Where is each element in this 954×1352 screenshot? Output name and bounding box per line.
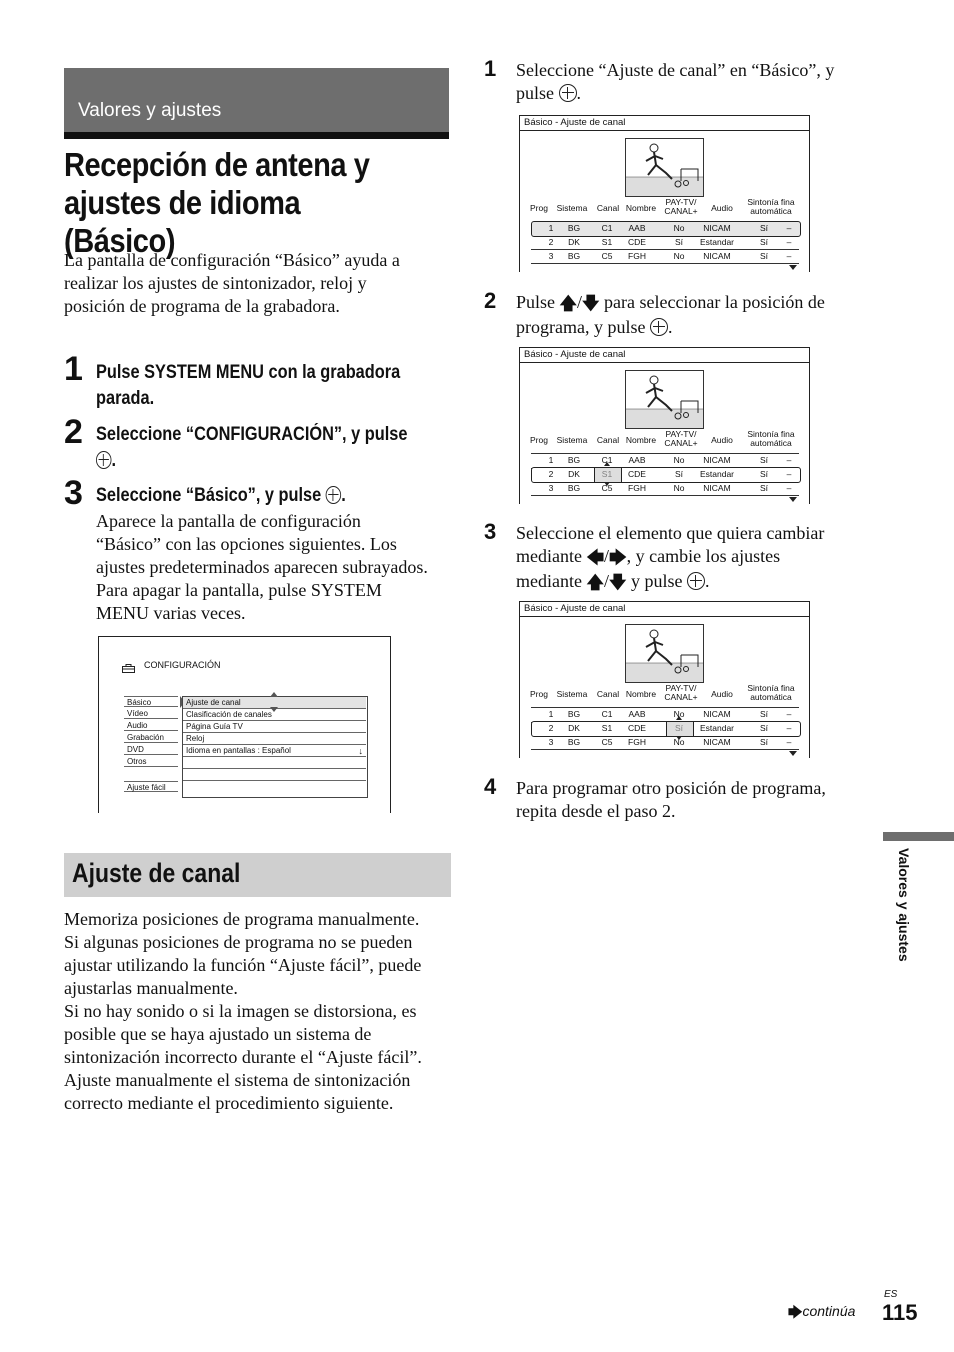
table-cell: Estandar	[699, 237, 735, 247]
section-body-line: posible que se haya ajustado un sistema de	[64, 1024, 372, 1044]
table-cell: S1	[601, 723, 613, 733]
table-cell: NICAM	[703, 455, 731, 465]
step-3-desc-line: “Básico” con las opciones siguientes. Los	[96, 534, 397, 554]
page-title-line-1: Recepción de antena y	[64, 146, 370, 183]
right-step-2-line: programa, y pulse .	[516, 317, 673, 337]
table-cell: DK	[568, 723, 580, 733]
down-arrow-icon: 🡇	[608, 573, 627, 593]
table-cell: Sí	[759, 709, 769, 719]
table-cell: –	[786, 483, 792, 493]
header-nombre: Nombre	[625, 435, 657, 445]
table-cell: Sí	[759, 223, 769, 233]
right-step-2-rest: para seleccionar la posición de	[604, 292, 825, 312]
table-cell: BG	[567, 251, 581, 261]
table-cell: C5	[601, 483, 613, 493]
header-paytv: PAY-TV/	[665, 683, 697, 693]
table-cell: –	[786, 737, 792, 747]
table-cell: Sí	[674, 237, 684, 247]
table-cell: 2	[548, 723, 554, 733]
right-step-4-line: repita desde el paso 2.	[516, 801, 676, 821]
continue-text: continúa	[802, 1303, 856, 1319]
right-step-2-pulse: Pulse	[516, 292, 556, 312]
column-header	[525, 204, 553, 213]
screen-title: Básico - Ajuste de canal	[524, 349, 626, 360]
table-cell: Estandar	[699, 723, 735, 733]
header-sintonia: Sintonía fina	[747, 197, 795, 207]
page-title	[64, 146, 416, 260]
cell-selection-box	[666, 721, 694, 737]
down-arrow-icon: 🡇	[582, 294, 600, 314]
left-arrow-icon: 🡄	[586, 548, 605, 568]
right-step-2-line: Pulse 🡅/🡇 para seleccionar la posición de	[516, 292, 825, 314]
table-cell: CDE	[628, 723, 646, 733]
table-cell: –	[786, 455, 792, 465]
section-body-line: Si algunas posiciones de programa no se pueden	[64, 932, 413, 952]
enter-button-icon	[96, 451, 111, 469]
menu-item-otros[interactable]: Otros	[124, 756, 178, 767]
header-prog: Prog	[530, 203, 548, 213]
menu-item-basico[interactable]: Básico	[124, 696, 178, 707]
table-cell: BG	[567, 455, 581, 465]
section-body-line: Memoriza posiciones de programa manualmente.	[64, 909, 420, 929]
up-arrow-icon: 🡅	[586, 573, 604, 593]
header-sistema: Sistema	[556, 203, 588, 213]
right-step-3-text	[516, 522, 916, 595]
table-cell: –	[786, 237, 792, 247]
table-cell: 1	[548, 709, 554, 719]
column-header	[705, 436, 739, 445]
table-cell: 1	[548, 223, 554, 233]
table-cell: C5	[601, 251, 613, 261]
option-reloj[interactable]: Reloj	[183, 733, 366, 745]
column-header	[525, 690, 553, 699]
table-cell: NICAM	[703, 737, 731, 747]
option-ajuste-de-canal[interactable]: Ajuste de canal	[183, 697, 366, 709]
header-canal: Canal	[596, 435, 620, 445]
column-header	[525, 436, 553, 445]
table-cell: BG	[567, 223, 581, 233]
table-cell: –	[786, 709, 792, 719]
header-sintonia: Sintonía fina	[747, 683, 795, 693]
right-arrow-icon: 🡆	[788, 1305, 803, 1321]
table-cell: C1	[601, 455, 613, 465]
table-cell: BG	[567, 709, 581, 719]
header-nombre: Nombre	[625, 203, 657, 213]
table-cell: Sí	[759, 469, 769, 479]
header-canalplus: CANAL+	[664, 206, 698, 216]
step-1-line: parada.	[96, 388, 155, 409]
table-cell: BG	[567, 483, 581, 493]
step-1-text	[96, 360, 457, 412]
header-prog: Prog	[530, 689, 548, 699]
menu-item-video[interactable]: Vídeo	[124, 708, 178, 719]
step-number: 3	[64, 474, 83, 512]
enter-button-icon	[326, 486, 341, 504]
header-automatica: automática	[750, 206, 792, 216]
header-nombre: Nombre	[625, 689, 657, 699]
table-cell: NICAM	[703, 223, 731, 233]
column-header	[741, 198, 801, 216]
up-arrow-icon: 🡅	[559, 294, 577, 314]
section-body-line: ajustar utilizando la función “Ajuste fácil”, puede	[64, 955, 422, 975]
table-cell: 3	[548, 251, 554, 261]
table-cell: Sí	[759, 723, 769, 733]
column-header	[552, 204, 592, 213]
scroll-down-icon	[789, 497, 797, 502]
right-step-4-line: Para programar otro posición de programa,	[516, 778, 826, 798]
right-step-2-text	[516, 291, 916, 339]
section-banner-rule	[64, 132, 449, 139]
header-sistema: Sistema	[556, 689, 588, 699]
table-cell: –	[786, 723, 792, 733]
table-cell: No	[673, 737, 685, 747]
header-canalplus: CANAL+	[664, 692, 698, 702]
side-tab-label: Valores y ajustes	[896, 848, 912, 962]
table-cell: NICAM	[703, 251, 731, 261]
section-body-line: Ajuste manualmente el sistema de sintonización	[64, 1070, 411, 1090]
right-step-3-line: mediante 🡅/🡇 y pulse .	[516, 571, 710, 593]
header-canalplus: CANAL+	[664, 438, 698, 448]
page-number: 115	[882, 1300, 918, 1325]
table-cell: Sí	[674, 469, 684, 479]
table-cell: CDE	[628, 237, 646, 247]
cell-up-arrow-icon	[676, 716, 682, 720]
cell-selection-box	[594, 467, 622, 483]
table-cell: FGH	[628, 251, 646, 261]
column-header	[593, 204, 623, 213]
menu-item-audio[interactable]: Audio	[124, 720, 178, 731]
column-header	[593, 436, 623, 445]
column-header	[741, 684, 801, 702]
option-clasificacion-de-canales[interactable]: Clasificación de canales	[183, 709, 366, 721]
header-prog: Prog	[530, 435, 548, 445]
soccer-player-picture	[625, 138, 704, 197]
column-header	[661, 684, 701, 702]
step-3-desc-line: MENU varias veces.	[96, 603, 246, 623]
table-cell: –	[786, 223, 792, 233]
table-cell: FGH	[628, 483, 646, 493]
table-cell: –	[786, 469, 792, 479]
table-cell: NICAM	[703, 483, 731, 493]
option-idioma-en-pantallas[interactable]	[183, 745, 366, 757]
right-step-1-line: pulse .	[516, 83, 581, 103]
intro-line: realizar los ajustes de sintonizador, reloj y	[64, 273, 367, 293]
table-cell: 3	[548, 483, 554, 493]
right-step-3-pulse: y pulse	[630, 571, 683, 591]
column-header	[552, 690, 592, 699]
right-step-1-line: Seleccione “Ajuste de canal” en “Básico”, y	[516, 60, 835, 80]
option-empty	[183, 769, 366, 781]
step-3-desc-line: Para apagar la pantalla, pulse SYSTEM	[96, 580, 382, 600]
page-title-line-2: ajustes de idioma (Básico)	[64, 184, 301, 259]
step-2-line: .	[96, 448, 457, 474]
table-cell: CDE	[628, 469, 646, 479]
intro-paragraph	[64, 249, 454, 318]
right-step-1-text	[516, 59, 896, 105]
table-cell: Sí	[759, 237, 769, 247]
step-2-text	[96, 422, 457, 474]
side-tab	[883, 832, 954, 841]
table-cell: Estandar	[699, 469, 735, 479]
column-header	[593, 690, 623, 699]
scroll-down-icon	[789, 265, 797, 270]
step-number: 2	[484, 288, 497, 313]
toolbox-icon	[122, 660, 135, 669]
table-cell: No	[673, 709, 685, 719]
table-cell: No	[673, 483, 685, 493]
table-cell: AAB	[628, 455, 646, 465]
header-canal: Canal	[596, 203, 620, 213]
table-cell: No	[673, 223, 685, 233]
right-step-4-text	[516, 777, 916, 823]
scroll-down-icon	[270, 707, 278, 712]
header-audio: Audio	[711, 203, 733, 213]
table-cell: 2	[548, 469, 554, 479]
right-step-3-rest: , y cambie los ajustes	[626, 546, 781, 566]
option-pagina-guia-tv[interactable]: Página Guía TV	[183, 721, 366, 733]
scroll-down-icon: ↓	[358, 746, 363, 756]
step-2-line: Seleccione “CONFIGURACIÓN”, y pulse	[96, 424, 408, 445]
table-cell: FGH	[628, 737, 646, 747]
table-cell: S1	[601, 237, 613, 247]
column-header	[741, 430, 801, 448]
column-header	[705, 690, 739, 699]
menu-item-dvd[interactable]: DVD	[124, 744, 178, 755]
column-header	[552, 436, 592, 445]
right-step-3-mediante: mediante	[516, 546, 582, 566]
step-3-desc-line: Aparece la pantalla de configuración	[96, 511, 361, 531]
table-cell: 3	[548, 737, 554, 747]
section-body-line: ajustarlas manualmente.	[64, 978, 238, 998]
step-number: 1	[484, 56, 497, 81]
section-heading: Ajuste de canal	[72, 858, 241, 888]
option-idioma-label: Idioma en pantallas : Español	[186, 746, 291, 755]
header-paytv: PAY-TV/	[665, 429, 697, 439]
column-header	[621, 204, 661, 213]
config-screen	[98, 636, 391, 814]
section-body-line: correcto mediante el procedimiento siguiente.	[64, 1093, 394, 1113]
enter-button-icon	[559, 84, 577, 102]
table-cell: Sí	[759, 251, 769, 261]
right-step-2-line2: programa, y pulse	[516, 317, 646, 337]
table-cell: NICAM	[703, 709, 731, 719]
channel-screen-2	[519, 347, 810, 505]
step-1-line: Pulse SYSTEM MENU con la grabadora	[96, 362, 401, 383]
header-canal: Canal	[596, 689, 620, 699]
config-menu	[124, 696, 180, 796]
header-audio: Audio	[711, 689, 733, 699]
table-cell: AAB	[628, 223, 646, 233]
step-3-description	[96, 510, 456, 625]
scroll-down-icon	[789, 751, 797, 756]
screen-title: Básico - Ajuste de canal	[524, 603, 626, 614]
column-header	[661, 430, 701, 448]
intro-line: posición de programa de la grabadora.	[64, 296, 340, 316]
column-header	[705, 204, 739, 213]
enter-button-icon	[650, 318, 668, 336]
cell-down-arrow-icon	[676, 736, 682, 740]
right-step-1-pulse: pulse	[516, 83, 554, 103]
right-step-3-line: mediante 🡄/🡆, y cambie los ajustes	[516, 546, 781, 568]
scroll-up-icon	[270, 692, 278, 697]
config-header: CONFIGURACIÓN	[144, 660, 221, 670]
right-step-3-line: Seleccione el elemento que quiera cambiar	[516, 523, 825, 543]
table-cell: No	[673, 251, 685, 261]
step-number: 1	[64, 350, 83, 388]
header-audio: Audio	[711, 435, 733, 445]
step-3-line: Seleccione “Básico”, y pulse	[96, 485, 322, 506]
soccer-player-picture	[625, 624, 704, 683]
header-sintonia: Sintonía fina	[747, 429, 795, 439]
step-number: 3	[484, 519, 497, 544]
table-cell: –	[786, 251, 792, 261]
table-cell: BG	[567, 737, 581, 747]
step-3-desc-line: ajustes predeterminados aparecen subrayados.	[96, 557, 428, 577]
table-cell: 2	[548, 237, 554, 247]
header-paytv: PAY-TV/	[665, 197, 697, 207]
table-cell: C5	[601, 737, 613, 747]
table-cell: Sí	[759, 737, 769, 747]
header-automatica: automática	[750, 692, 792, 702]
table-cell: 1	[548, 455, 554, 465]
column-header	[621, 436, 661, 445]
column-header	[661, 198, 701, 216]
section-body-line: Si no hay sonido o si la imagen se distorsiona, es	[64, 1001, 417, 1021]
step-number: 4	[484, 774, 497, 799]
channel-screen-1	[519, 115, 810, 273]
screen-title: Básico - Ajuste de canal	[524, 117, 626, 128]
intro-line: La pantalla de configuración “Básico” ayuda a	[64, 250, 400, 270]
language-code: ES	[884, 1289, 898, 1300]
right-arrow-icon: 🡆	[609, 548, 627, 568]
table-cell: Sí	[759, 483, 769, 493]
continue-note	[788, 1302, 855, 1326]
column-header	[621, 690, 661, 699]
table-cell: DK	[568, 237, 580, 247]
right-step-3-mediante: mediante	[516, 571, 582, 591]
option-empty	[183, 757, 366, 769]
section-body	[64, 908, 464, 1115]
channel-screen-3	[519, 601, 810, 759]
soccer-player-picture	[625, 370, 704, 429]
table-cell: C1	[601, 709, 613, 719]
cell-up-arrow-icon	[604, 462, 610, 466]
enter-button-icon	[687, 572, 705, 590]
table-cell: No	[673, 455, 685, 465]
header-automatica: automática	[750, 438, 792, 448]
step-3-text: Seleccione “Básico”, y pulse .	[96, 485, 346, 506]
cell-down-arrow-icon	[604, 482, 610, 486]
menu-item-ajuste-facil[interactable]: Ajuste fácil	[124, 781, 178, 792]
table-cell: C1	[601, 223, 613, 233]
table-cell: DK	[568, 469, 580, 479]
step-number: 2	[64, 413, 83, 451]
header-sistema: Sistema	[556, 435, 588, 445]
section-banner-text: Valores y ajustes	[78, 100, 222, 121]
section-body-line: sintonización incorrecto durante el “Ajuste fácil”.	[64, 1047, 422, 1067]
menu-item-grabacion[interactable]: Grabación	[124, 732, 178, 743]
table-cell: Sí	[759, 455, 769, 465]
table-cell: AAB	[628, 709, 646, 719]
